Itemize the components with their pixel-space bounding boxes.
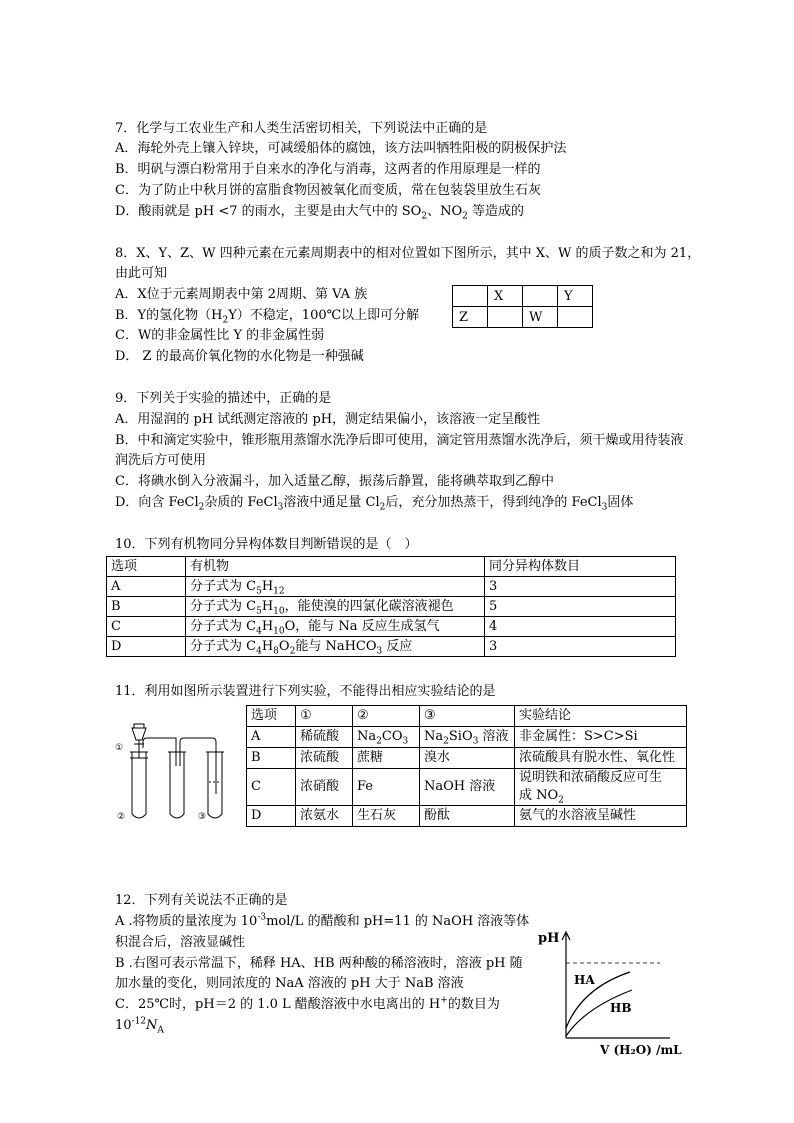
pt-cell-x: X	[488, 286, 523, 307]
row-reagent-2: 生石灰	[353, 806, 420, 827]
row-count: 3	[485, 637, 676, 657]
q7-option-b: B．明矾与漂白粉常用于自来水的净化与消毒，这两者的作用原理是一样的	[115, 162, 541, 177]
q7-option-c: C．为了防止中秋月饼的富脂食物因被氧化而变质，常在包装袋里放生石灰	[115, 183, 541, 198]
row-reagent-1: 浓硫酸	[296, 748, 353, 769]
q9-option-b-cont: 润洗后方可使用	[115, 453, 207, 468]
series-label-hb: HB	[610, 1001, 632, 1015]
q7-stem: 7．化学与工农业生产和人类生活密切相关，下列说法中正确的是	[115, 121, 488, 136]
row-compound: 分子式为 $C_5H_{10}$，能使溴的四氯化碳溶液褪色	[186, 597, 485, 617]
row-option: D	[107, 637, 186, 657]
pt-cell-empty	[523, 286, 558, 307]
row-compound: 分子式为 $C_5H_{12}$	[186, 577, 485, 597]
row-option: C	[247, 769, 296, 806]
row-reagent-1: 浓硝酸	[296, 769, 353, 806]
header-2: ②	[353, 706, 420, 727]
header-isomer-count: 同分异构体数目	[485, 557, 676, 577]
header-conclusion: 实验结论	[515, 706, 687, 727]
header-option: 选项	[107, 557, 186, 577]
row-count: 4	[485, 617, 676, 637]
row-compound: 分子式为 $C_4H_{10}O$，能与 Na 反应生成氢气	[186, 617, 485, 637]
q12-option-a-cont: 积混合后，溶液显碱性	[115, 935, 246, 950]
apparatus-figure	[112, 722, 238, 826]
pt-cell-w: W	[523, 307, 558, 328]
q8-stem: 8．X、Y、Z、W 四种元素在元素周期表中的相对位置如下图所示，其中 X、W 的质子数之和为 21，	[115, 246, 701, 261]
pt-cell-empty	[453, 286, 488, 307]
pt-cell-empty	[488, 307, 523, 328]
row-option: B	[107, 597, 186, 617]
q8-option-a: A．X位于元素周期表中第 2周期、第 VA 族	[115, 287, 368, 302]
row-option: C	[107, 617, 186, 637]
row-conclusion: 非金属性：S>C>Si	[515, 727, 687, 748]
q9-option-a: A．用湿润的 pH 试纸测定溶液的 pH，测定结果偏小，该溶液一定呈酸性	[115, 412, 541, 427]
label-2: ②	[117, 812, 126, 822]
q8-option-d: D． Z 的最高价氧化物的水化物是一种强碱	[115, 349, 364, 364]
q10-table	[106, 556, 676, 657]
q11-stem: 11．利用如图所示装置进行下列实验，不能得出相应实验结论的是	[115, 684, 496, 699]
table-row	[247, 748, 687, 769]
row-compound: 分子式为 $C_4H_8O_2$能与 NaHCO$_3$ 反应	[186, 637, 485, 657]
q12-option-a: A .将物质的量浓度为 $10^{-3}mol/L$ 的醋酸和 pH=11 的 NaOH 溶液等体	[115, 912, 530, 929]
row-count: 3	[485, 577, 676, 597]
q9-option-c: C．将碘水倒入分液漏斗，加入适量乙醇，振荡后静置，能将碘萃取到乙醇中	[115, 474, 554, 489]
q12-option-c-cont: $10^{-12}N_A$	[115, 1016, 164, 1036]
row-option: A	[247, 727, 296, 748]
row-conclusion: 浓硫酸具有脱水性、氧化性	[515, 748, 687, 769]
pt-cell-y: Y	[558, 286, 593, 307]
row-reagent-3: 酚酞	[420, 806, 515, 827]
label-3: ③	[198, 812, 207, 822]
q12-option-c: C．25℃时，pH＝2 的 1.0 L 醋酸溶液中水电离出的 H+的数目为	[115, 995, 500, 1012]
row-count: 5	[485, 597, 676, 617]
table-row	[107, 597, 676, 617]
row-reagent-2: $Na_2CO_3$	[353, 727, 420, 748]
row-reagent-3: 溴水	[420, 748, 515, 769]
table-header-row	[247, 706, 687, 727]
header-option: 选项	[247, 706, 296, 727]
row-reagent-3: NaOH 溶液	[420, 769, 515, 806]
q12-option-b: B .右图可表示常温下，稀释 HA、HB 两种酸的稀溶液时，溶液 pH 随	[115, 956, 523, 971]
q7-option-a: A．海轮外壳上镶入锌块，可减缓船体的腐蚀，该方法叫牺牲阳极的阴极保护法	[115, 141, 567, 156]
pt-cell-empty	[558, 307, 593, 328]
row-conclusion: 说明铁和浓硝酸反应可生 成 $NO_2$	[515, 769, 687, 806]
row-option: A	[107, 577, 186, 597]
row-option: B	[247, 748, 296, 769]
series-label-ha: HA	[574, 973, 595, 987]
row-option: D	[247, 806, 296, 827]
q10-stem: 10．下列有机物同分异构体数目判断错误的是（ ）	[115, 537, 418, 552]
label-1: ①	[115, 743, 124, 753]
q11-table	[246, 705, 687, 827]
q12-option-b-cont: 加水量的变化，则同浓度的 NaA 溶液的 pH 大于 NaB 溶液	[115, 976, 464, 991]
table-header-row	[107, 557, 676, 577]
q9-option-d: D．向含 FeCl$_2$杂质的 FeCl$_3$溶液中通足量 $Cl_2$后，充分加热蒸干，得到纯净的 FeCl$_3$固体	[115, 495, 634, 513]
q8-stem-cont: 由此可知	[115, 266, 168, 281]
dilution-graph	[530, 928, 700, 1058]
row-reagent-1: 稀硫酸	[296, 727, 353, 748]
header-compound: 有机物	[186, 557, 485, 577]
header-3: ③	[420, 706, 515, 727]
q12-stem: 12．下列有关说法不正确的是	[115, 893, 288, 908]
header-1: ①	[296, 706, 353, 727]
row-reagent-2: Fe	[353, 769, 420, 806]
pt-cell-z: Z	[453, 307, 488, 328]
q7-option-d: D．酸雨就是 pH <7 的雨水，主要是由大气中的 $SO_2$、$NO_2$ 等造成的	[115, 204, 524, 222]
q8-option-b: B．Y的氢化物$(H_2Y)$不稳定，100℃以上即可分解	[115, 308, 420, 326]
table-row	[107, 577, 676, 597]
table-row	[247, 806, 687, 827]
row-reagent-1: 浓氨水	[296, 806, 353, 827]
x-axis-label: V (H₂O) /mL	[600, 1043, 682, 1057]
table-row	[107, 617, 676, 637]
row-reagent-2: 蔗糖	[353, 748, 420, 769]
y-axis-label: pH	[538, 931, 560, 946]
q9-stem: 9．下列关于实验的描述中，正确的是	[115, 391, 332, 406]
row-conclusion: 氨气的水溶液呈碱性	[515, 806, 687, 827]
q8-option-c: C．W的非金属性比 Y 的非金属性弱	[115, 328, 325, 343]
table-row	[247, 727, 687, 748]
table-row	[247, 769, 687, 806]
q9-option-b: B．中和滴定实验中，锥形瓶用蒸馏水洗净后即可使用，滴定管用蒸馏水洗净后，须干燥或用待装液	[115, 433, 684, 448]
table-row	[107, 637, 676, 657]
row-reagent-3: $Na_2SiO_3$ 溶液	[420, 727, 515, 748]
periodic-table-fragment	[452, 285, 593, 328]
